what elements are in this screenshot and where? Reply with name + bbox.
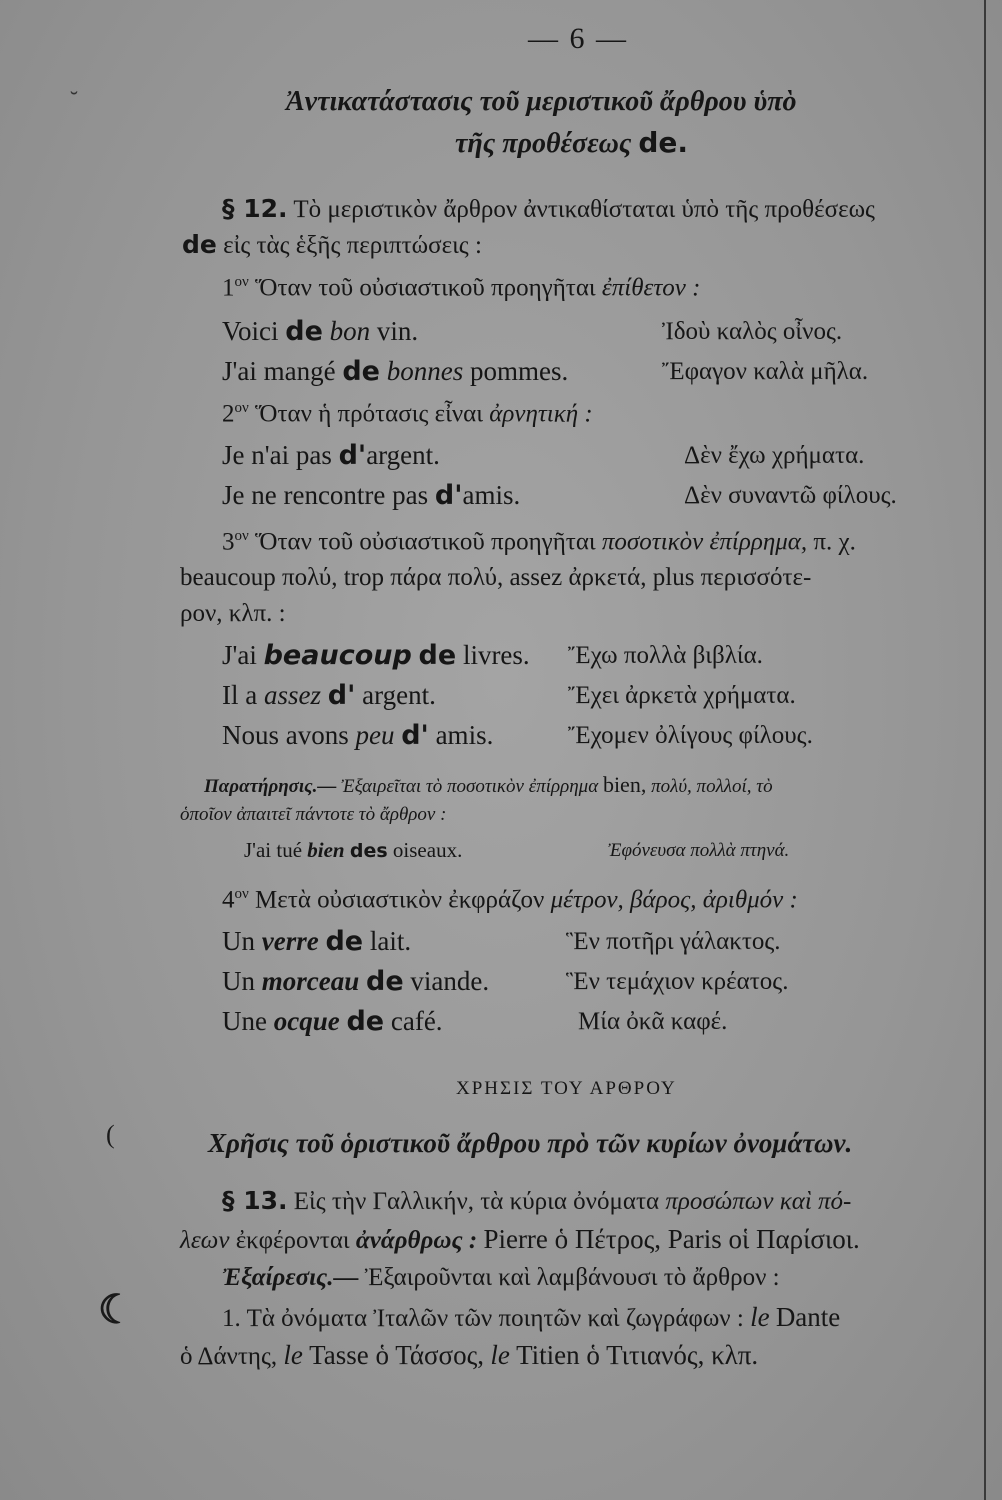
- ex-text: café.: [390, 1006, 443, 1036]
- case-text: π. χ.: [813, 528, 856, 556]
- section-heading-line1: Ἀντικατάστασις τοῦ μεριστικοῦ ἄρθρου ὑπὸ: [286, 86, 797, 117]
- case1-line: [222, 274, 700, 302]
- exception-text: Ἐξαιροῦνται καὶ λαμβάνουσι τὸ ἄρθρον :: [364, 1264, 780, 1291]
- para12-text2: εἰς τὰς ἑξῆς περιπτώσεις :: [223, 232, 482, 259]
- example-fr-7: [222, 720, 493, 751]
- ex-de: d': [338, 440, 367, 471]
- ex-text: Une: [222, 1006, 267, 1036]
- margin-mark-crescent: ☾: [98, 1287, 134, 1332]
- case2-line: [222, 400, 593, 428]
- ex-text: J'ai: [222, 640, 257, 670]
- ex-italic: assez: [263, 680, 321, 710]
- ex-text: viande.: [410, 966, 490, 996]
- item-article: le: [490, 1340, 510, 1370]
- case-number: 1: [222, 274, 235, 302]
- ex-text: Il a: [222, 680, 258, 710]
- example-fr-11: [222, 1006, 443, 1037]
- ex-text: Je n'ai pas: [222, 440, 332, 470]
- page-edge-line: [984, 0, 986, 1500]
- ex-de: de: [342, 356, 380, 387]
- ex-de: de: [325, 926, 364, 957]
- para13-text: ἐκφέρονται: [235, 1227, 350, 1254]
- section-number-12: § 12.: [222, 194, 288, 223]
- ex-de: d': [401, 720, 429, 751]
- ex-italic: bon: [329, 316, 371, 346]
- example-gr-2: Ἔφαγον καλὰ μῆλα.: [662, 358, 869, 385]
- para13-example: Pierre ὁ Πέτρος, Paris οἱ Παρίσιοι.: [483, 1224, 860, 1254]
- section-heading-2: Χρῆσις τοῦ ὁριστικοῦ ἄρθρου πρὸ τῶν κυρίων ὀνομάτων.: [208, 1128, 853, 1158]
- para13-italic: λεων: [180, 1227, 230, 1254]
- item1-line: [222, 1302, 840, 1333]
- ex-text: amis.: [462, 480, 521, 510]
- para13-line1: [222, 1186, 851, 1216]
- case3-line2: beaucoup πολύ, trop πάρα πολύ, assez ἀρκετά, plus περισσότε-: [180, 564, 812, 591]
- ex-text: Nous avons: [222, 720, 349, 750]
- item-name: Tasse ὁ Τάσσος,: [309, 1340, 485, 1370]
- para12-text1: Τὸ μεριστικὸν ἄρθρον ἀντικαθίσταται ὑπὸ τῆς προθέσεως: [293, 196, 875, 223]
- margin-mark-paren: (: [106, 1120, 115, 1149]
- item-article: le: [750, 1302, 770, 1332]
- case3-line1: [222, 528, 856, 556]
- case-number: 2: [222, 400, 235, 428]
- example-gr-5: Ἔχω πολλὰ βιβλία.: [568, 642, 763, 669]
- para13-bold: ἀνάρθρως :: [355, 1227, 478, 1254]
- de-bold: de: [182, 230, 217, 259]
- example-gr-4: Δὲν συναντῶ φίλους.: [684, 482, 897, 509]
- ex-italic: ocque: [273, 1006, 340, 1036]
- example-fr-1: [222, 316, 418, 347]
- item-text: ὁ Δάντης,: [180, 1343, 278, 1370]
- example-fr-9: [222, 926, 411, 957]
- ex-italic: peu: [355, 720, 395, 750]
- note-line1: [204, 772, 773, 798]
- ex-de: des: [349, 840, 388, 862]
- case-term: μέτρον, βάρος, ἀριθμόν :: [550, 886, 798, 914]
- ex-de: de: [346, 1006, 385, 1037]
- ex-italic: verre: [261, 926, 319, 956]
- case-term: ἐπίθετον :: [601, 274, 701, 302]
- case4-line: [222, 886, 798, 914]
- example-fr-2: [222, 356, 568, 387]
- case-text: Ὅταν τοῦ οὐσιαστικοῦ προηγῆται: [255, 528, 596, 556]
- example-fr-10: [222, 966, 489, 997]
- ex-text: argent.: [366, 440, 440, 470]
- section-title: ΧΡΗΣΙΣ ΤΟΥ ΑΡΘΡΟΥ: [456, 1078, 677, 1099]
- heading-de: de.: [638, 126, 688, 159]
- ex-text: Un: [222, 966, 255, 996]
- ex-italic: beaucoup: [263, 640, 412, 671]
- case3-line3: ρον, κλπ. :: [180, 600, 286, 627]
- note-line2: ὁποῖον ἀπαιτεῖ πάντοτε τὸ ἄρθρον :: [180, 804, 447, 825]
- note-label: Παρατήρησις.—: [204, 776, 337, 797]
- ex-text: J'ai tué: [244, 838, 303, 862]
- note-text: πολύ, πολλοί, τὸ: [651, 776, 773, 797]
- case-ordinal: ον: [234, 886, 249, 902]
- case-number: 3: [222, 528, 235, 556]
- example-gr-7: Ἔχομεν ὀλίγους φίλους.: [568, 722, 813, 749]
- note-text: Ἐξαιρεῖται τὸ ποσοτικὸν ἐπίρρημα: [341, 776, 599, 797]
- item-article: le: [283, 1340, 303, 1370]
- ex-de: de: [418, 640, 457, 671]
- example-gr-1: Ἰδοὺ καλὸς οἶνος.: [662, 318, 843, 345]
- ex-text: Voici: [222, 316, 279, 346]
- example-gr-11: Μία ὀκᾶ καφέ.: [578, 1008, 728, 1035]
- case-text: Ὅταν τοῦ οὐσιαστικοῦ προηγῆται: [255, 274, 596, 302]
- item-text: Τὰ ὀνόματα Ἰταλῶν τῶν ποιητῶν καὶ ζωγράφων :: [246, 1305, 744, 1332]
- para13-text: Εἰς τὴν Γαλλικήν, τὰ κύρια ὀνόματα: [293, 1188, 660, 1215]
- item-name: Titien ὁ Τιτιανός, κλπ.: [516, 1340, 759, 1370]
- note-word: bien,: [602, 772, 647, 797]
- para12-line1: [222, 194, 875, 224]
- ex-text: lait.: [369, 926, 412, 956]
- example-fr-4: [222, 480, 520, 511]
- ex-de: d': [434, 480, 463, 511]
- item-name: Dante: [775, 1302, 841, 1332]
- case-term: ἀρνητική :: [489, 400, 593, 428]
- section-number-13: § 13.: [222, 1186, 288, 1215]
- ex-text: vin.: [376, 316, 419, 346]
- ex-text: livres.: [462, 640, 530, 670]
- exception-line: [222, 1264, 780, 1292]
- para13-italic: προσώπων καὶ πό-: [665, 1188, 852, 1215]
- ex-text: pommes.: [469, 356, 569, 386]
- ex-italic: morceau: [261, 966, 360, 996]
- example-gr-3: Δὲν ἔχω χρήματα.: [684, 442, 865, 469]
- case-ordinal: ον: [234, 274, 249, 290]
- ex-de: de: [366, 966, 404, 997]
- example-gr-6: Ἔχει ἀρκετὰ χρήματα.: [568, 682, 796, 709]
- case-term: ποσοτικὸν ἐπίρρημα,: [601, 528, 808, 556]
- example-fr-3: [222, 440, 440, 471]
- example-gr-9: Ἓν ποτῆρι γάλακτος.: [566, 928, 781, 955]
- case-text: Ὅταν ἡ πρότασις εἶναι: [255, 400, 483, 428]
- page-number: — 6 —: [528, 22, 628, 55]
- ex-de: de: [285, 316, 323, 347]
- example-gr-8: Ἐφόνευσα πολλὰ πτηνά.: [608, 840, 790, 861]
- para13-line2: [180, 1224, 860, 1255]
- margin-mark-top: ˘: [70, 88, 78, 114]
- ex-text: oiseaux.: [392, 838, 463, 862]
- section-heading-line2: [455, 126, 688, 160]
- ex-italic: bonnes: [386, 356, 464, 386]
- case-ordinal: ον: [234, 400, 249, 416]
- ex-text: argent.: [362, 680, 436, 710]
- para12-line2: [182, 230, 482, 260]
- example-gr-10: Ἓν τεμάχιον κρέατος.: [566, 968, 789, 995]
- ex-text: amis.: [435, 720, 494, 750]
- last-line: [180, 1340, 758, 1371]
- ex-text: Un: [222, 926, 255, 956]
- item-number: 1.: [222, 1305, 241, 1332]
- ex-de: d': [327, 680, 356, 711]
- case-number: 4: [222, 886, 235, 914]
- example-fr-6: [222, 680, 436, 711]
- case-ordinal: ον: [234, 528, 249, 544]
- exception-label: Ἐξαίρεσις.—: [222, 1264, 359, 1291]
- ex-italic: bien: [307, 838, 345, 862]
- ex-text: Je ne rencontre pas: [222, 480, 429, 510]
- case-text: Μετὰ οὐσιαστικὸν ἐκφράζον: [255, 886, 545, 914]
- example-fr-8: [244, 838, 462, 863]
- heading-text: τῆς προθέσεως: [455, 128, 632, 159]
- example-fr-5: [222, 640, 530, 671]
- ex-text: J'ai mangé: [222, 356, 336, 386]
